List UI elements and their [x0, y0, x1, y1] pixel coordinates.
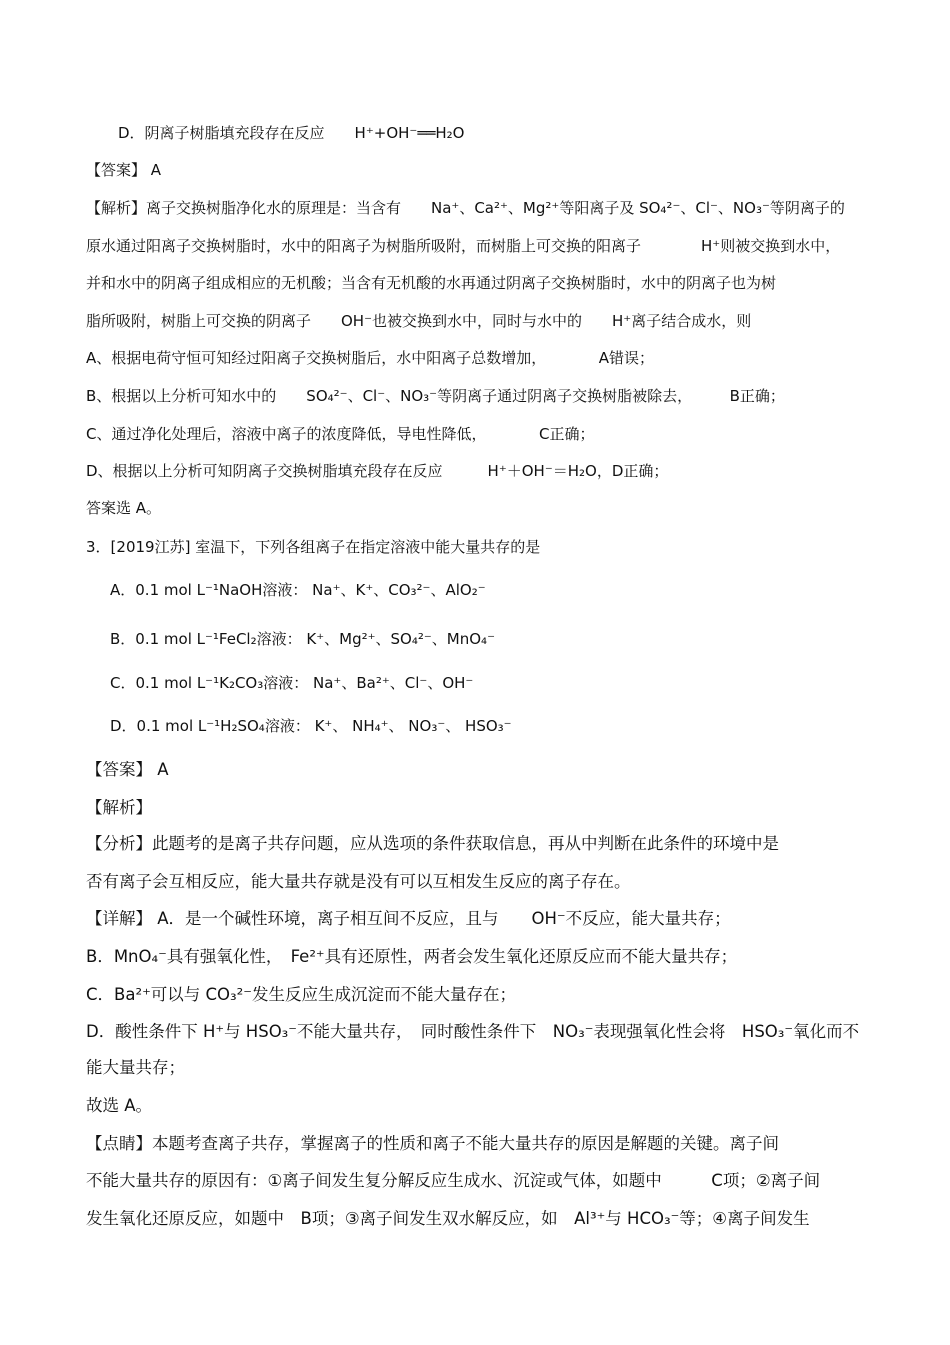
detail-line-a: 【详解】 A．是一个碱性环境，离子相互间不反应，且与 OH⁻不反应，能大量共存；	[86, 909, 731, 928]
detail-line-b: B．MnO₄⁻具有强氧化性， Fe²⁺具有还原性，两者会发生氧化还原反应而不能大量共存；	[86, 947, 738, 966]
analysis-line-4: 脂所吸附，树脂上可交换的阴离子 OH⁻也被交换到水中，同时与水中的 H⁺离子结合成水，则	[86, 312, 752, 330]
answer-choice: 答案选 A。	[86, 499, 162, 517]
detail-line-d-cont: 能大量共存；	[86, 1058, 185, 1077]
question-3-option-c: C．0.1 mol L⁻¹K₂CO₃溶液： Na⁺、Ba²⁺、Cl⁻、OH⁻	[110, 674, 474, 692]
detail-line-d: D．酸性条件下 H⁺与 HSO₃⁻不能大量共存， 同时酸性条件下 NO₃⁻表现强氧化性会将 HSO₃⁻氧化而不	[86, 1022, 860, 1041]
answer-label: 【答案】 A	[86, 161, 162, 179]
reasoning-line-2: 否有离子会互相反应，能大量共存就是没有可以互相发生反应的离子存在。	[86, 872, 631, 891]
analysis-line-d: D、根据以上分析可知阴离子交换树脂填充段存在反应 H⁺＋OH⁻＝H₂O，D正确；	[86, 462, 669, 480]
analysis-line-a: A、根据电荷守恒可知经过阳离子交换树脂后，水中阳离子总数增加， A错误；	[86, 349, 655, 367]
analysis-line-3: 并和水中的阴离子组成相应的无机酸；当含有无机酸的水再通过阴离子交换树脂时，水中的阴离子也为树	[86, 274, 777, 292]
analysis-line-1: 【解析】离子交换树脂净化水的原理是：当含有 Na⁺、Ca²⁺、Mg²⁺等阳离子及 SO₄²⁻、Cl⁻、NO₃⁻等阴离子的	[86, 199, 845, 217]
question-3-option-a: A．0.1 mol L⁻¹NaOH溶液： Na⁺、K⁺、CO₃²⁻、AlO₂⁻	[110, 581, 486, 599]
question-3-option-b: B．0.1 mol L⁻¹FeCl₂溶液： K⁺、Mg²⁺、SO₄²⁻、MnO₄⁻	[110, 630, 495, 648]
option-d-line: D．阴离子树脂填充段存在反应 H⁺+OH⁻══H₂O	[118, 124, 465, 142]
question-3-option-d: D．0.1 mol L⁻¹H₂SO₄溶液： K⁺、 NH₄⁺、 NO₃⁻、 HSO₃⁻	[110, 717, 512, 735]
analysis-line-c: C、通过净化处理后，溶液中离子的浓度降低，导电性降低， C正确；	[86, 425, 595, 443]
final-choice: 故选 A。	[86, 1096, 153, 1115]
comment-line-1: 【点睛】本题考查离子共存，掌握离子的性质和离子不能大量共存的原因是解题的关键。离子间	[86, 1134, 779, 1153]
answer-label-2: 【答案】 A	[86, 760, 169, 779]
comment-line-3: 发生氧化还原反应，如题中 B项；③离子间发生双水解反应，如 Al³⁺与 HCO₃⁻等；④离子间发生	[86, 1209, 810, 1228]
reasoning-line-1: 【分析】此题考的是离子共存问题，应从选项的条件获取信息，再从中判断在此条件的环境中是	[86, 834, 779, 853]
analysis-line-b: B、根据以上分析可知水中的 SO₄²⁻、Cl⁻、NO₃⁻等阴离子通过阴离子交换树脂被除去， B正确；	[86, 387, 785, 405]
comment-line-2: 不能大量共存的原因有：①离子间发生复分解反应生成水、沉淀或气体，如题中 C项；②离子间	[86, 1171, 821, 1190]
detail-line-c: C．Ba²⁺可以与 CO₃²⁻发生反应生成沉淀而不能大量存在；	[86, 985, 516, 1004]
question-3-stem: 3．[2019江苏] 室温下，下列各组离子在指定溶液中能大量共存的是	[86, 538, 541, 556]
analysis-label: 【解析】	[86, 798, 152, 817]
analysis-line-2: 原水通过阳离子交换树脂时，水中的阳离子为树脂所吸附，而树脂上可交换的阳离子 H⁺则被交换到水中，	[86, 237, 841, 255]
